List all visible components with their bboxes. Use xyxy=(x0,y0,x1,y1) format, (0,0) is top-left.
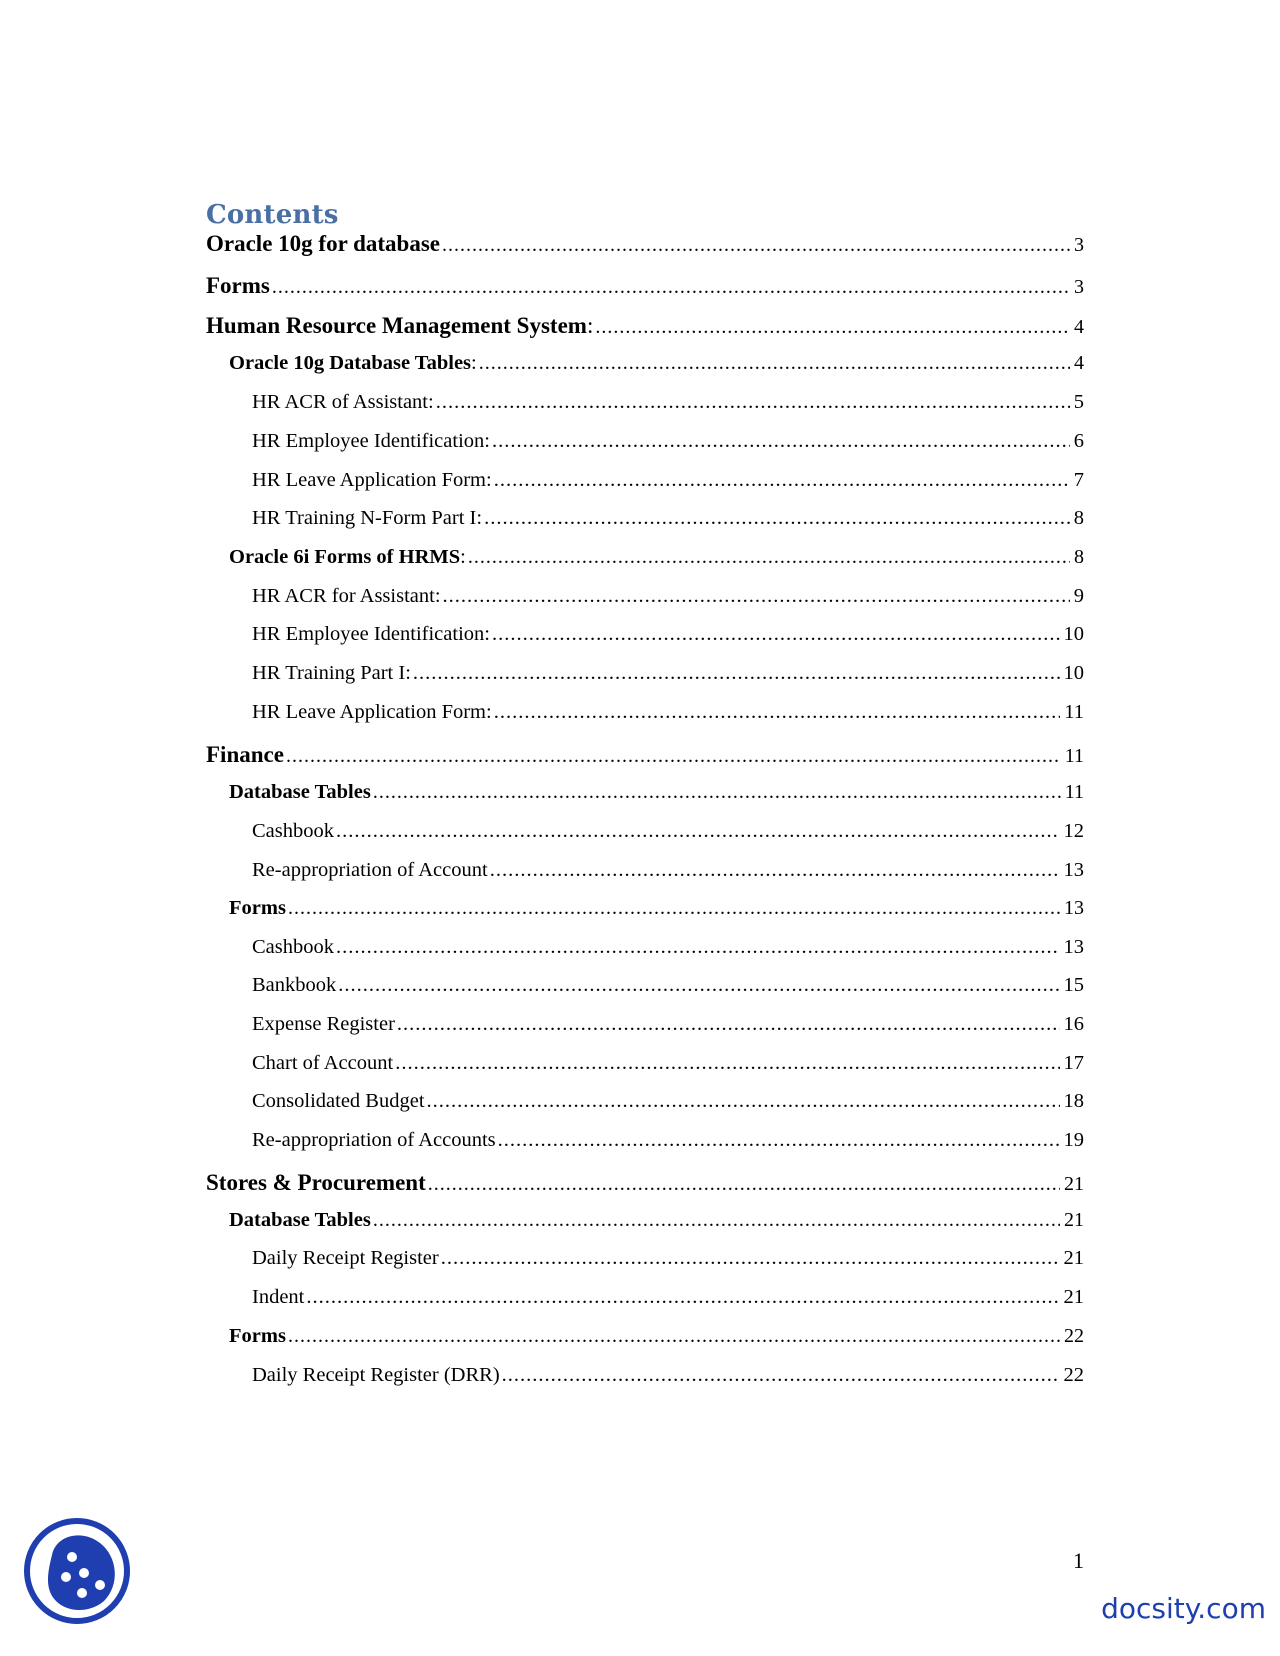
toc-dot-leader xyxy=(373,1209,1060,1232)
toc-entry[interactable] xyxy=(252,859,1084,882)
toc-entry-title: Cashbook xyxy=(252,936,334,958)
toc-entry-title: Re-appropriation of Accounts xyxy=(252,1129,496,1151)
toc-entry-suffix: : xyxy=(460,546,466,568)
toc-entry-page: 22 xyxy=(1063,1364,1084,1386)
toc-entry[interactable] xyxy=(252,662,1084,685)
toc-entry[interactable] xyxy=(252,936,1084,959)
toc-entry-page: 6 xyxy=(1073,430,1084,452)
toc-entry-page: 13 xyxy=(1064,897,1084,919)
toc-entry-page: 22 xyxy=(1064,1325,1084,1347)
toc-entry-title: HR Employee Identification: xyxy=(252,623,490,645)
toc-dot-leader xyxy=(397,1013,1060,1036)
toc-dot-leader xyxy=(373,781,1061,804)
toc-dot-leader xyxy=(502,1364,1060,1387)
toc-entry[interactable] xyxy=(252,1247,1084,1270)
toc-entry-title: HR Leave Application Form: xyxy=(252,469,492,491)
toc-entry-title: HR Employee Identification: xyxy=(252,430,490,452)
toc-entry-page: 4 xyxy=(1074,316,1084,338)
toc-entry[interactable] xyxy=(206,313,1084,339)
toc-entry-page: 5 xyxy=(1073,391,1084,413)
toc-entry[interactable] xyxy=(252,585,1084,608)
toc-entry-title: Indent xyxy=(252,1286,305,1308)
toc-entry-title: HR Leave Application Form: xyxy=(252,701,492,723)
toc-entry[interactable] xyxy=(252,1129,1084,1152)
toc-dot-leader xyxy=(272,276,1070,299)
toc-entry[interactable] xyxy=(229,1325,1084,1348)
toc-dot-leader xyxy=(413,662,1060,685)
toc-dot-leader xyxy=(427,1090,1060,1113)
toc-entry-page: 8 xyxy=(1074,546,1084,568)
toc-entry-page: 10 xyxy=(1063,662,1084,684)
toc-dot-leader xyxy=(490,859,1060,882)
toc-entry-page: 18 xyxy=(1063,1090,1084,1112)
toc-entry-suffix: : xyxy=(471,352,477,374)
toc-entry-title: Daily Receipt Register xyxy=(252,1247,439,1269)
toc-entry-title: HR ACR for Assistant: xyxy=(252,585,441,607)
toc-entry[interactable] xyxy=(229,781,1084,804)
toc-entry-title: Database Tables xyxy=(229,781,371,803)
toc-entry[interactable] xyxy=(252,623,1084,646)
toc-dot-leader xyxy=(443,585,1070,608)
toc-entry[interactable] xyxy=(252,1090,1084,1113)
contents-heading: Contents xyxy=(206,200,339,230)
toc-entry[interactable] xyxy=(206,1170,1084,1196)
toc-entry-page: 15 xyxy=(1063,974,1084,996)
toc-entry-page: 3 xyxy=(1074,234,1084,256)
toc-entry[interactable] xyxy=(206,273,1084,299)
toc-entry-title: HR ACR of Assistant: xyxy=(252,391,434,413)
toc-dot-leader xyxy=(288,897,1060,920)
toc-entry-title: Oracle 10g for database xyxy=(206,231,441,256)
toc-entry-title: Daily Receipt Register (DRR) xyxy=(252,1364,500,1386)
toc-entry-page: 11 xyxy=(1064,781,1084,803)
toc-entry-page: 13 xyxy=(1063,859,1084,881)
toc-entry[interactable] xyxy=(252,974,1084,997)
toc-dot-leader xyxy=(442,234,1070,257)
toc-entry[interactable] xyxy=(252,1013,1084,1036)
toc-entry[interactable] xyxy=(252,1286,1084,1309)
toc-entry[interactable] xyxy=(252,430,1084,453)
toc-entry-suffix: : xyxy=(586,313,594,338)
toc-entry-page: 13 xyxy=(1063,936,1084,958)
toc-entry-title: Expense Register xyxy=(252,1013,395,1035)
toc-dot-leader xyxy=(441,1247,1060,1270)
toc-dot-leader xyxy=(436,391,1070,414)
toc-entry[interactable] xyxy=(206,742,1084,768)
toc-dot-leader xyxy=(336,936,1060,959)
toc-entry-page: 21 xyxy=(1063,1286,1084,1308)
toc-dot-leader xyxy=(494,469,1070,492)
toc-entry-title: Human Resource Management System xyxy=(206,313,587,338)
toc-entry-title: Consolidated Budget xyxy=(252,1090,425,1112)
toc-dot-leader xyxy=(395,1052,1059,1075)
toc-entry[interactable] xyxy=(206,231,1084,257)
toc-entry-page: 11 xyxy=(1064,745,1084,767)
page-number: 1 xyxy=(1073,1548,1084,1573)
toc-entry-page: 21 xyxy=(1064,1173,1084,1195)
toc-entry[interactable] xyxy=(252,507,1084,530)
toc-dot-leader xyxy=(492,623,1060,646)
toc-entry-page: 7 xyxy=(1073,469,1084,491)
toc-entry[interactable] xyxy=(252,1052,1084,1075)
toc-entry-page: 3 xyxy=(1074,276,1084,298)
toc-dot-leader xyxy=(336,820,1060,843)
toc-entry[interactable] xyxy=(252,1364,1084,1387)
toc-dot-leader xyxy=(484,507,1070,530)
toc-entry-page: 10 xyxy=(1063,623,1084,645)
toc-dot-leader xyxy=(492,430,1070,453)
toc-dot-leader xyxy=(479,352,1070,375)
toc-dot-leader xyxy=(306,1286,1059,1309)
toc-entry-page: 21 xyxy=(1064,1209,1084,1231)
toc-entry-page: 11 xyxy=(1064,701,1084,723)
toc-entry-page: 12 xyxy=(1063,820,1084,842)
toc-entry-title: Re-appropriation of Account xyxy=(252,859,488,881)
toc-dot-leader xyxy=(595,316,1070,339)
toc-dot-leader xyxy=(338,974,1059,997)
toc-entry-title: Bankbook xyxy=(252,974,337,996)
toc-entry[interactable] xyxy=(252,391,1084,414)
toc-entry-title: Forms xyxy=(206,273,270,298)
toc-entry-title: Chart of Account xyxy=(252,1052,394,1074)
toc-entry-title: Forms xyxy=(229,897,286,919)
toc-dot-leader xyxy=(468,546,1070,569)
toc-entry-page: 9 xyxy=(1073,585,1084,607)
toc-entry-page: 16 xyxy=(1063,1013,1084,1035)
toc-entry-title: HR Training N-Form Part I: xyxy=(252,507,483,529)
toc-dot-leader xyxy=(288,1325,1060,1348)
toc-entry-page: 17 xyxy=(1063,1052,1084,1074)
toc-entry-title: Oracle 10g Database Tables xyxy=(229,352,472,374)
toc-entry-page: 19 xyxy=(1063,1129,1084,1151)
toc-entry-title: Database Tables xyxy=(229,1209,371,1231)
toc-entry-title: Finance xyxy=(206,742,284,767)
toc-entry[interactable] xyxy=(252,820,1084,843)
toc-dot-leader xyxy=(428,1173,1060,1196)
toc-entry-title: Oracle 6i Forms of HRMS xyxy=(229,546,461,568)
toc-dot-leader xyxy=(494,701,1061,724)
toc-entry[interactable] xyxy=(229,352,1084,375)
toc-entry[interactable] xyxy=(252,469,1084,492)
toc-entry-title: HR Training Part I: xyxy=(252,662,411,684)
toc-entry-title: Stores & Procurement xyxy=(206,1170,426,1195)
toc-entry-title: Forms xyxy=(229,1325,286,1347)
toc-entry-page: 21 xyxy=(1063,1247,1084,1269)
toc-dot-leader xyxy=(498,1129,1060,1152)
toc-entry[interactable] xyxy=(229,1209,1084,1232)
docsity-brand-link[interactable]: docsity.com xyxy=(1101,1592,1266,1625)
toc-dot-leader xyxy=(286,745,1061,768)
toc-entry-title: Cashbook xyxy=(252,820,334,842)
toc-entry[interactable] xyxy=(229,897,1084,920)
toc-entry[interactable] xyxy=(229,546,1084,569)
toc-entry-page: 8 xyxy=(1073,507,1084,529)
toc-entry[interactable] xyxy=(252,701,1084,724)
toc-entry-page: 4 xyxy=(1074,352,1084,374)
docsity-logo-icon xyxy=(22,1515,132,1627)
